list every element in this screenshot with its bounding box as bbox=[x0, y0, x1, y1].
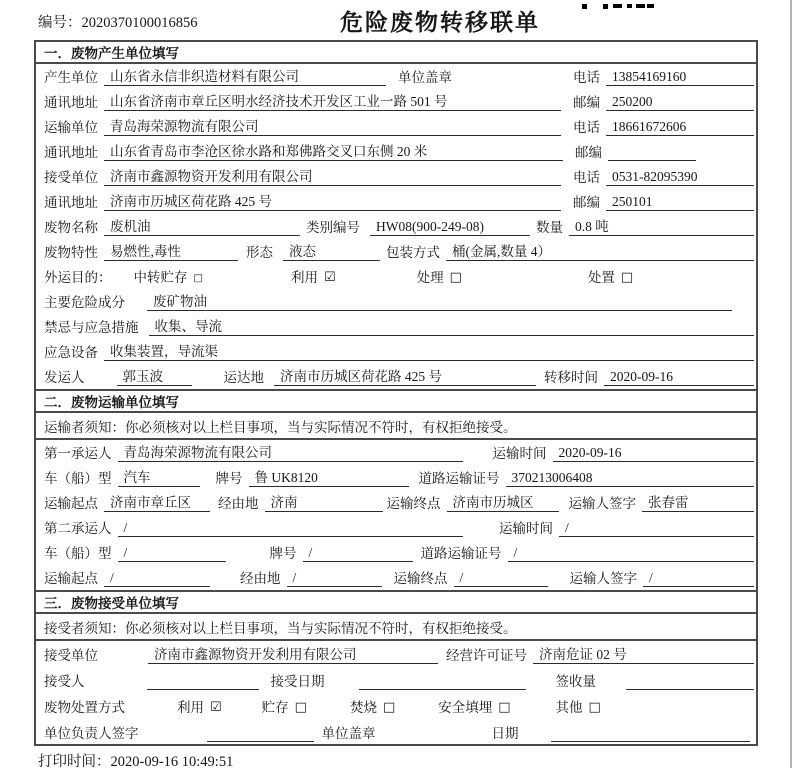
responsible-sign-value bbox=[207, 726, 314, 742]
received-qty-label: 签收量 bbox=[555, 673, 596, 689]
transporter-address-row bbox=[36, 139, 756, 164]
section2-title: 二．废物运输单位填写 bbox=[36, 389, 756, 413]
first-carrier-label: 第一承运人 bbox=[44, 445, 112, 461]
purpose-storage-checkbox-icon: □ bbox=[193, 273, 203, 284]
waste-qty-label: 数量 bbox=[536, 219, 563, 235]
receiver-row bbox=[36, 164, 756, 189]
vehicle-type1-label: 车（船）型 bbox=[44, 470, 112, 486]
vehicle-type1-value: 汽车 bbox=[118, 470, 200, 487]
road-license2-value: / bbox=[508, 545, 755, 562]
emergency-equipment-label: 应急设备 bbox=[44, 344, 98, 360]
first-carrier-value: 青岛海荣源物流有限公司 bbox=[118, 445, 463, 462]
transfer-purpose-row bbox=[36, 264, 756, 289]
receiver-address-value: 济南市历城区荷花路 425 号 bbox=[104, 194, 561, 211]
waste-form-value: 液态 bbox=[283, 244, 380, 261]
second-carrier-row bbox=[36, 515, 756, 540]
disposal-method-row bbox=[36, 693, 756, 719]
print-time-label: 打印时间： bbox=[38, 754, 111, 768]
transport-time2-label: 运输时间 bbox=[499, 520, 553, 536]
via1-value: 济南 bbox=[265, 495, 383, 512]
unit-seal-label: 单位盖章 bbox=[321, 725, 376, 741]
road-license2-label: 道路运输证号 bbox=[420, 545, 502, 561]
receiver-phone-label: 电话 bbox=[573, 169, 600, 185]
disposal-incinerate-checkbox-icon: □ bbox=[382, 700, 396, 716]
receiver-address-row bbox=[36, 189, 756, 214]
receiver-address-label: 通讯地址 bbox=[44, 194, 98, 210]
transporter-zip-label: 邮编 bbox=[575, 144, 602, 160]
transporter-row bbox=[36, 114, 756, 139]
producer-phone-label: 电话 bbox=[573, 69, 600, 85]
carrier-sign2-value: / bbox=[643, 570, 754, 587]
sign-date-value bbox=[551, 726, 751, 742]
transporter-notice: 运输者须知：你必须核对以上栏目事项，当与实际情况不符时，有权拒绝接受。 bbox=[36, 413, 756, 440]
purpose-option-storage-label: 中转贮存 bbox=[133, 269, 188, 285]
accept-unit-label: 接受单位 bbox=[44, 647, 98, 663]
emergency-measures-value: 收集、导流 bbox=[149, 319, 755, 336]
via2-label: 经由地 bbox=[240, 570, 281, 586]
via1-label: 经由地 bbox=[218, 495, 259, 511]
route1-row bbox=[36, 490, 756, 515]
accept-unit-value: 济南市鑫源物资开发利用有限公司 bbox=[148, 647, 438, 664]
carrier-sign1-label: 运输人签字 bbox=[568, 495, 636, 511]
waste-pack-label: 包装方式 bbox=[386, 244, 440, 260]
dispatch-row bbox=[36, 364, 756, 389]
transporter-address-value: 山东省青岛市李沧区徐水路和郑佛路交叉口东侧 20 米 bbox=[104, 144, 563, 161]
accept-date-label: 接受日期 bbox=[270, 673, 325, 689]
purpose-option-treat-label: 处理 bbox=[416, 269, 444, 285]
disposal-landfill-label: 安全填埋 bbox=[438, 699, 493, 715]
end2-value: / bbox=[454, 570, 548, 587]
print-time bbox=[38, 750, 233, 768]
road-license1-value: 370213006408 bbox=[506, 470, 755, 487]
disposal-method-label: 废物处置方式 bbox=[44, 699, 125, 715]
road-license1-label: 道路运输证号 bbox=[418, 470, 500, 486]
producer-row bbox=[36, 64, 756, 89]
accept-date-value bbox=[359, 674, 526, 690]
responsible-sign-label: 单位负责人签字 bbox=[44, 725, 139, 741]
transporter-phone-label: 电话 bbox=[573, 119, 600, 135]
destination-value: 济南市历城区荷花路 425 号 bbox=[274, 369, 536, 386]
operating-license-label: 经营许可证号 bbox=[446, 647, 527, 663]
transport-time1-value: 2020-09-16 bbox=[553, 445, 755, 462]
emergency-equipment-row bbox=[36, 339, 756, 364]
transfer-date-label: 转移时间 bbox=[544, 369, 598, 385]
plate1-label: 牌号 bbox=[215, 470, 243, 486]
producer-value: 山东省永信非织造材料有限公司 bbox=[104, 69, 386, 86]
second-carrier-value: / bbox=[118, 520, 463, 537]
vehicle2-row bbox=[36, 540, 756, 565]
destination-label: 运达地 bbox=[223, 369, 264, 385]
transporter-value: 青岛海荣源物流有限公司 bbox=[104, 119, 561, 136]
transporter-label: 运输单位 bbox=[44, 119, 98, 135]
plate2-label: 牌号 bbox=[269, 545, 297, 561]
plate2-value: / bbox=[303, 545, 413, 562]
responsible-sign-row bbox=[36, 719, 756, 745]
disposal-storage-checkbox-icon: □ bbox=[294, 700, 307, 716]
waste-name-row bbox=[36, 214, 756, 239]
vehicle1-row bbox=[36, 465, 756, 490]
disposal-utilize-label: 利用 bbox=[177, 699, 204, 715]
purpose-utilize-checkbox-icon: ☑ bbox=[323, 270, 336, 286]
serial-label: 编号： bbox=[38, 15, 82, 31]
section1-title: 一．废物产生单位填写 bbox=[36, 42, 756, 64]
producer-zip-value: 250200 bbox=[606, 94, 754, 111]
receiver-value: 济南市鑫源物资开发利用有限公司 bbox=[104, 169, 561, 186]
transporter-address-label: 通讯地址 bbox=[44, 144, 98, 160]
waste-code-label: 类别编号 bbox=[306, 219, 360, 235]
producer-address-label: 通讯地址 bbox=[44, 94, 98, 110]
first-carrier-row bbox=[36, 440, 756, 465]
purpose-treat-checkbox-icon: □ bbox=[449, 270, 462, 286]
waste-code-value: HW08(900-249-08) bbox=[370, 219, 530, 236]
waste-character-value: 易燃性,毒性 bbox=[104, 244, 238, 261]
route2-row bbox=[36, 565, 756, 590]
waste-form-label: 形态 bbox=[246, 244, 273, 260]
producer-zip-label: 邮编 bbox=[573, 94, 600, 110]
acceptor-row bbox=[36, 667, 756, 693]
transport-time2-value: / bbox=[559, 520, 754, 537]
waste-qty-value: 0.8 吨 bbox=[569, 219, 754, 236]
vehicle-type2-label: 车（船）型 bbox=[44, 545, 112, 561]
receiver-zip-label: 邮编 bbox=[573, 194, 600, 210]
operating-license-value: 济南危证 02 号 bbox=[533, 647, 754, 664]
transport-time1-label: 运输时间 bbox=[492, 445, 547, 461]
plate1-value: 鲁 UK8120 bbox=[249, 470, 409, 487]
purpose-option-dispose-label: 处置 bbox=[587, 269, 615, 285]
disposal-other-label: 其他 bbox=[555, 699, 583, 715]
producer-seal-label: 单位盖章 bbox=[398, 69, 452, 85]
consignor-label: 发运人 bbox=[44, 369, 85, 385]
receiver-notice: 接受者须知：你必须核对以上栏目事项，当与实际情况不符时，有权拒绝接受。 bbox=[36, 614, 756, 641]
accept-unit-row bbox=[36, 641, 756, 667]
section3-title: 三．废物接受单位填写 bbox=[36, 590, 756, 614]
page-title: 危险废物转移联单 bbox=[340, 9, 540, 35]
carrier-sign1-value: 张春雷 bbox=[642, 495, 754, 512]
receiver-phone-value: 0531-82095390 bbox=[606, 169, 754, 186]
producer-label: 产生单位 bbox=[44, 69, 98, 85]
receiver-zip-value: 250101 bbox=[606, 194, 754, 211]
waste-name-value: 废机油 bbox=[104, 219, 300, 236]
disposal-other-checkbox-icon: □ bbox=[588, 700, 601, 716]
waste-character-row bbox=[36, 239, 756, 264]
origin2-value: / bbox=[104, 570, 210, 587]
sign-date-label: 日期 bbox=[491, 725, 519, 741]
waste-character-label: 废物特性 bbox=[44, 244, 98, 260]
transfer-purpose-label: 外运目的： bbox=[44, 269, 112, 285]
producer-address-value: 山东省济南市章丘区明水经济技术开发区工业一路 501 号 bbox=[104, 94, 561, 111]
consignor-value: 郭玉波 bbox=[117, 369, 192, 386]
waste-pack-value: 桶(金属,数量 4） bbox=[446, 244, 754, 261]
via2-value: / bbox=[287, 570, 382, 587]
transporter-phone-value: 18661672606 bbox=[606, 119, 754, 136]
vehicle-type2-value: / bbox=[118, 545, 226, 562]
disposal-storage-label: 贮存 bbox=[261, 699, 289, 715]
hazard-component-row bbox=[36, 289, 756, 314]
emergency-measures-row bbox=[36, 314, 756, 339]
origin1-value: 济南市章丘区 bbox=[104, 495, 210, 512]
serial-value: 2020370100016856 bbox=[81, 15, 198, 31]
page-edge-line bbox=[790, 0, 792, 768]
emergency-equipment-value: 收集装置，导流渠 bbox=[104, 344, 754, 361]
waste-name-label: 废物名称 bbox=[44, 219, 98, 235]
hazard-component-label: 主要危险成分 bbox=[44, 294, 125, 310]
purpose-dispose-checkbox-icon: □ bbox=[620, 270, 634, 286]
origin2-label: 运输起点 bbox=[44, 570, 98, 586]
qr-code-fragment bbox=[582, 0, 654, 9]
end1-label: 运输终点 bbox=[386, 495, 441, 511]
producer-phone-value: 13854169160 bbox=[606, 69, 754, 86]
acceptor-label: 接受人 bbox=[44, 673, 85, 689]
print-time-value: 2020-09-16 10:49:51 bbox=[110, 754, 234, 768]
end1-value: 济南市历城区 bbox=[447, 495, 559, 512]
emergency-measures-label: 禁忌与应急措施 bbox=[44, 319, 139, 335]
second-carrier-label: 第二承运人 bbox=[44, 520, 112, 536]
disposal-utilize-checkbox-icon: ☑ bbox=[210, 700, 222, 716]
received-qty-value bbox=[626, 674, 754, 690]
carrier-sign2-label: 运输人签字 bbox=[569, 570, 637, 586]
disposal-landfill-checkbox-icon: □ bbox=[498, 700, 511, 716]
purpose-option-utilize-label: 利用 bbox=[290, 269, 318, 285]
end2-label: 运输终点 bbox=[393, 570, 448, 586]
transfer-date-value: 2020-09-16 bbox=[604, 369, 754, 386]
producer-address-row bbox=[36, 89, 756, 114]
manifest-form bbox=[34, 40, 758, 746]
acceptor-value bbox=[147, 674, 259, 690]
hazard-component-value: 废矿物油 bbox=[147, 294, 732, 311]
transporter-zip-value bbox=[608, 145, 696, 161]
disposal-incinerate-label: 焚烧 bbox=[349, 699, 377, 715]
receiver-label: 接受单位 bbox=[44, 169, 98, 185]
origin1-label: 运输起点 bbox=[44, 495, 98, 511]
